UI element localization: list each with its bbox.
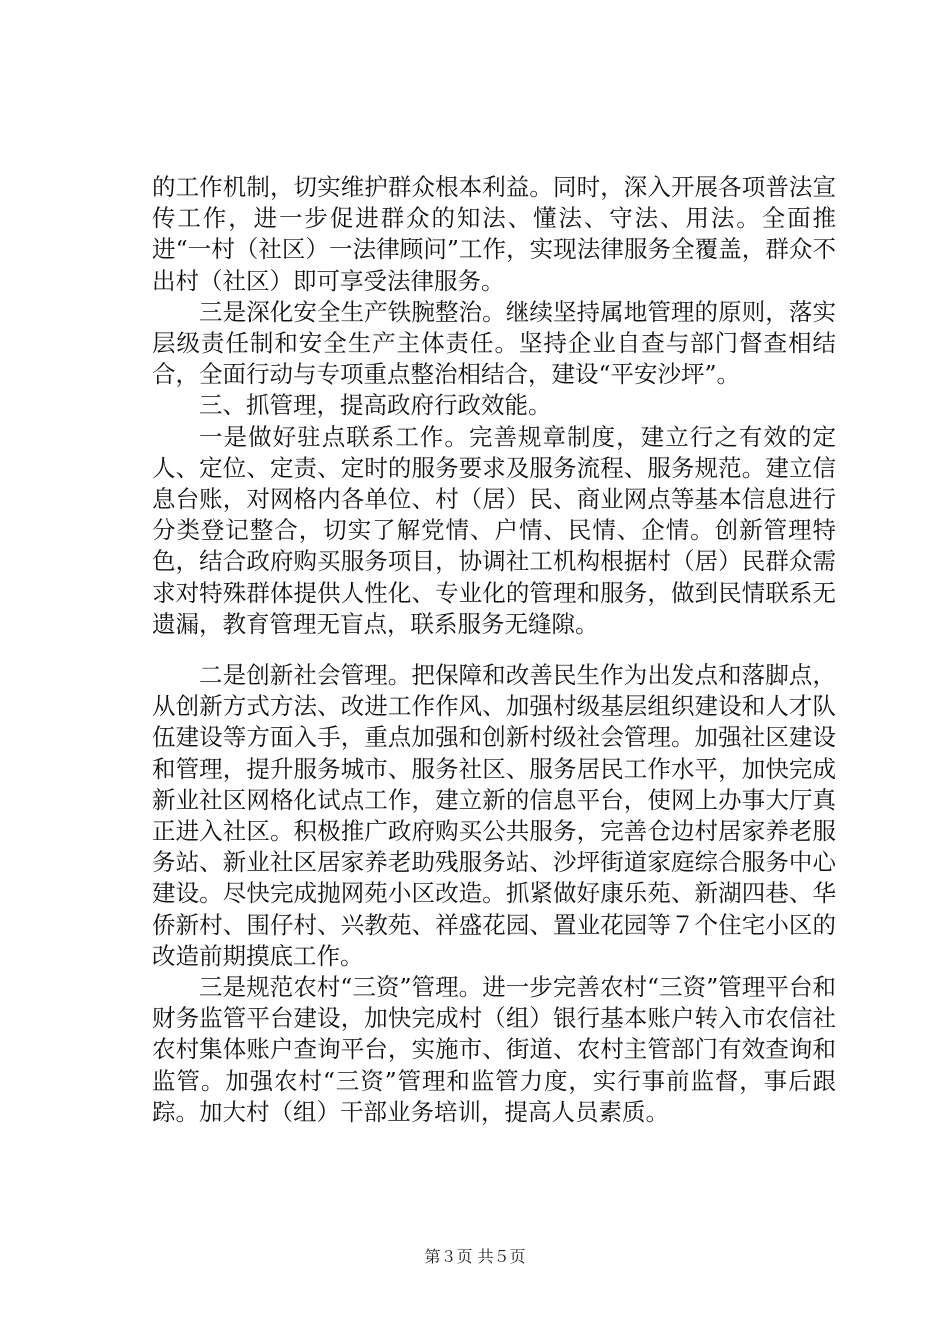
paragraph-liaison-work: 一是做好驻点联系工作。完善规章制度，建立行之有效的定人、定位、定责、定时的服务要求及服务流程、服务规范。建立信息台账，对网格内各单位、村（居）民、商业网点等基本信息进行分类登记整合，切实了解党情、户情、民情、企情。创新管理特色，结合政府购买服务项目，协调社工机构根据村（居）民群众需求对特殊群体提供人性化、专业化的管理和服务，做到民情联系无遗漏，教育管理无盲点，联系服务无缝隙。: [152, 422, 836, 638]
document-body: [152, 172, 836, 1128]
section-heading-management: 三、抓管理，提高政府行政效能。: [199, 391, 552, 420]
paragraph-social-management: 二是创新社会管理。把保障和改善民生作为出发点和落脚点，从创新方式方法、改进工作作风、加强村级基层组织建设和人才队伍建设等方面入手，重点加强和创新村级社会管理。加强社区建设和管理，提升服务城市、服务社区、服务居民工作水平，加快完成新业社区网格化试点工作，建立新的信息平台，使网上办事大厅真正进入社区。积极推广政府购买公共服务，完善仓边村居家养老服务站、新业社区居家养老助残服务站、沙坪街道家庭综合服务中心建设。尽快完成抛网苑小区改造。抓紧做好康乐苑、新湖四巷、华侨新村、围仔村、兴教苑、祥盛花园、置业花园等７个住宅小区的改造前期摸底工作。: [152, 661, 836, 970]
paragraph-safety-rectification: 三是深化安全生产铁腕整治。继续坚持属地管理的原则，落实层级责任制和安全生产主体责任。坚持企业自查与部门督查相结合，全面行动与专项重点整治相结合，建设“平安沙坪”。: [152, 297, 836, 389]
page-number-footer: 第３页 共５页: [424, 1247, 526, 1266]
paragraph-rural-assets: 三是规范农村“三资”管理。进一步完善农村“三资”管理平台和财务监管平台建设，加快完成村（组）银行基本账户转入市农信社农村集体账户查询平台，实施市、街道、农村主管部门有效查询和监管。加强农村“三资”管理和监管力度，实行事前监督，事后跟踪。加大村（组）干部业务培训，提高人员素质。: [152, 973, 836, 1126]
paragraph-continuation: 的工作机制，切实维护群众根本利益。同时，深入开展各项普法宣传工作，进一步促进群众的知法、懂法、守法、用法。全面推进“一村（社区）一法律顾问”工作，实现法律服务全覆盖，群众不出村（社区）即可享受法律服务。: [152, 173, 836, 295]
